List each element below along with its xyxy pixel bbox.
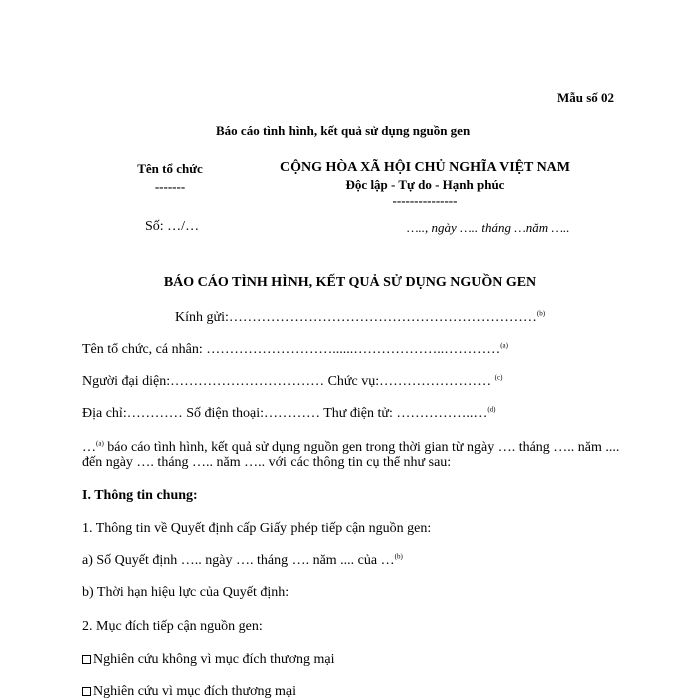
representative-line — [82, 374, 502, 390]
org-person-note: (a) — [500, 341, 508, 350]
org-person-line — [82, 342, 508, 358]
item-decision-number-text: a) Số Quyết định ….. ngày …. tháng …. năm .... của … — [82, 553, 395, 568]
recipient-note: (b) — [536, 309, 546, 318]
item-decision-number-note: (b) — [394, 552, 403, 561]
document-number: Số: …/… — [145, 219, 200, 234]
intro-paragraph — [82, 440, 619, 471]
checkbox-icon[interactable] — [82, 687, 91, 696]
item-decision-validity: b) Thời hạn hiệu lực của Quyết định: — [82, 585, 290, 600]
motto-divider: --------------- — [392, 193, 458, 208]
option-label: Nghiên cứu không vì mục đích thương mại — [93, 652, 335, 667]
motto: Độc lập - Tự do - Hạnh phúc — [345, 177, 505, 192]
representative-text: Người đại diện:…………………………… Chức vụ:…………………… — [82, 374, 492, 389]
address-text: Địa chỉ:………… Số điện thoại:………… Thư điện tử: ……………..… — [82, 406, 488, 421]
address-note: (d) — [487, 405, 496, 414]
address-line — [82, 406, 496, 422]
recipient-text: Kính gửi:………………………………………………………… — [175, 310, 537, 325]
form-number: Mẫu số 02 — [557, 90, 615, 105]
form-subtitle: Báo cáo tình hình, kết quả sử dụng nguồn gen — [216, 123, 471, 138]
item-decision-info: 1. Thông tin về Quyết định cấp Giấy phép tiếp cận nguồn gen: — [82, 521, 432, 536]
org-header — [130, 161, 210, 195]
country-name: CỘNG HÒA XÃ HỘI CHỦ NGHĨA VIỆT NAM — [279, 160, 570, 175]
org-label: Tên tổ chức — [137, 161, 203, 176]
intro-line-1: …$^{(a)}$ báo cáo tình hình, kết quả sử dụng nguồn gen trong thời gian từ ngày …. tháng ….. năm .... — [82, 439, 620, 455]
purpose-option-noncommercial[interactable] — [82, 652, 335, 668]
intro-line-1-text: báo cáo tình hình, kết quả sử dụng nguồn gen trong thời gian từ ngày …. tháng ….. năm .... — [103, 440, 620, 455]
report-title: BÁO CÁO TÌNH HÌNH, KẾT QUẢ SỬ DỤNG NGUỒN GEN — [163, 275, 537, 290]
representative-note: (c) — [494, 373, 503, 382]
option-label: Nghiên cứu vì mục đích thương mại — [93, 684, 296, 699]
item-decision-number — [82, 553, 403, 569]
recipient-line — [175, 310, 545, 326]
org-divider: ------- — [154, 179, 186, 194]
item-access-purpose: 2. Mục đích tiếp cận nguồn gen: — [82, 619, 263, 634]
place-date-line: ….., ngày ….. tháng …năm ….. — [407, 220, 570, 235]
org-person-text: Tên tổ chức, cá nhân: ………………………......………………..………… — [82, 342, 501, 357]
checkbox-icon[interactable] — [82, 655, 91, 664]
intro-line-2: đến ngày …. tháng ….. năm ….. với các thông tin cụ thể như sau: — [82, 455, 452, 470]
national-header — [275, 160, 575, 209]
section-heading-general: I. Thông tin chung: — [82, 488, 198, 503]
purpose-option-commercial[interactable] — [82, 684, 296, 700]
intro-note: (a) — [96, 439, 104, 448]
